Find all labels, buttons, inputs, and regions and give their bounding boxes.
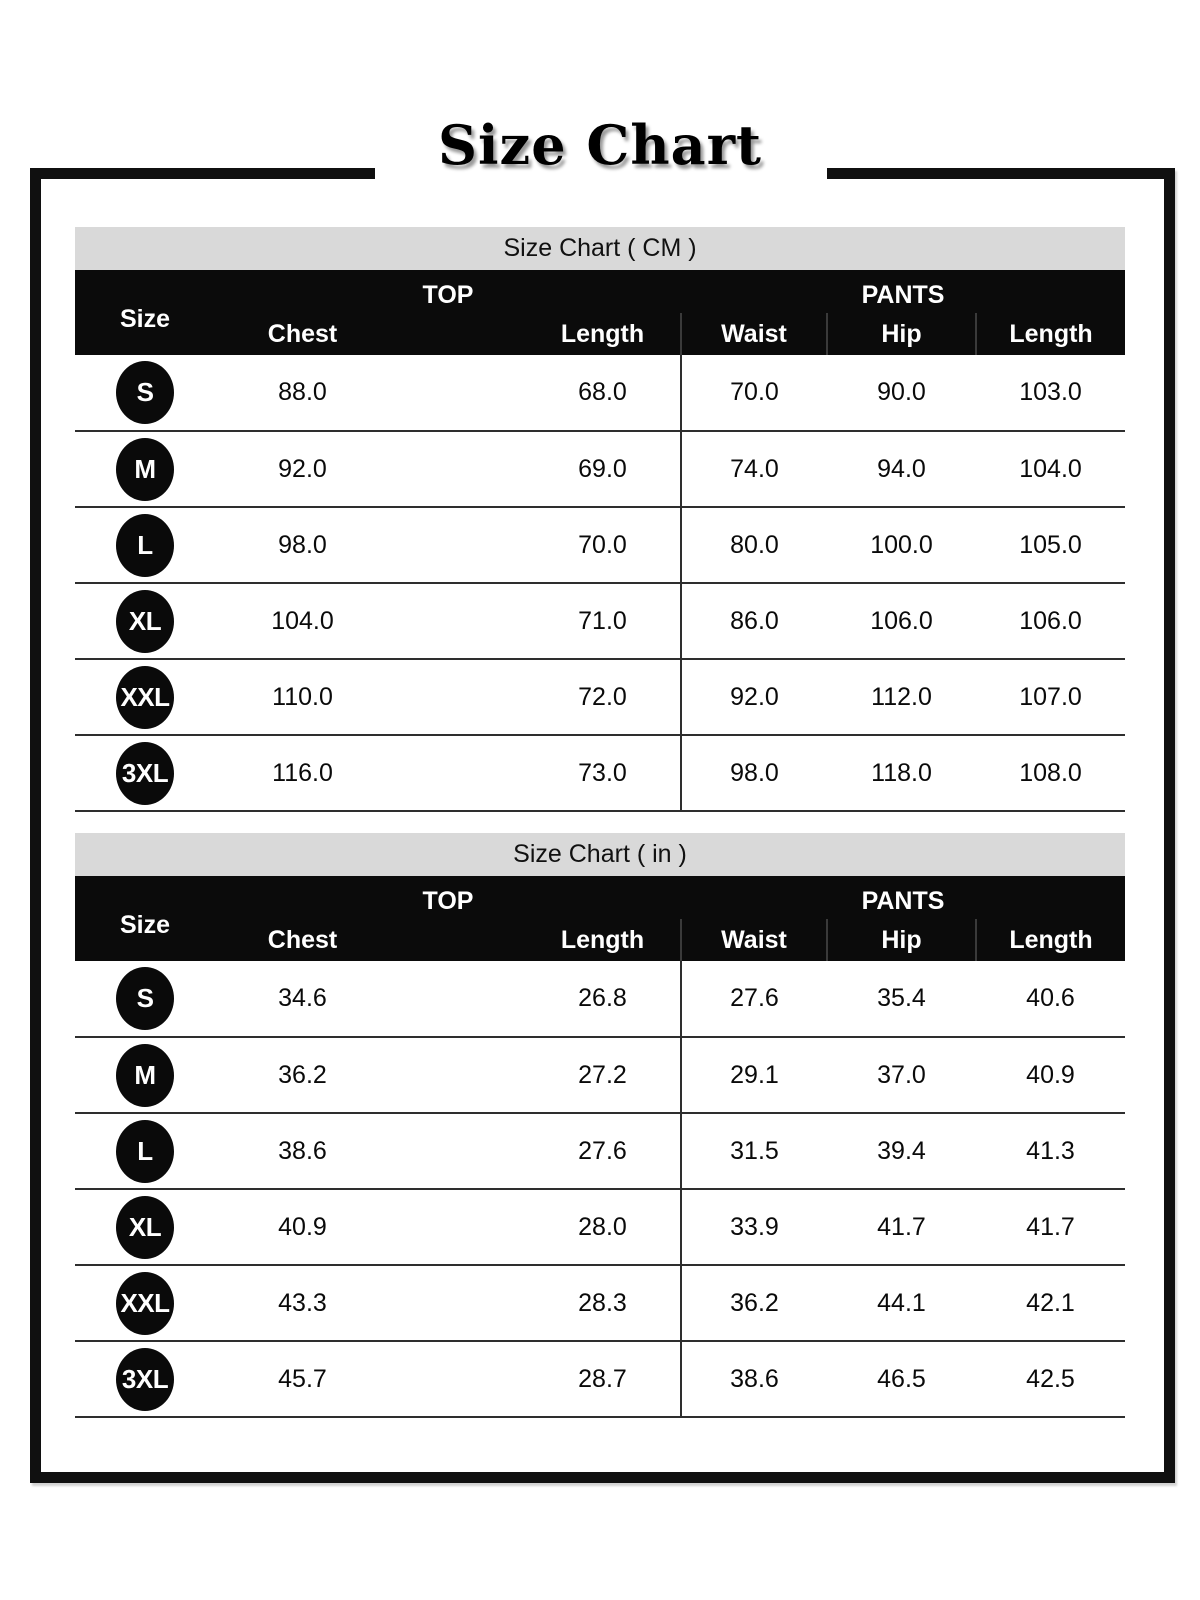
measurement-cell: 31.5	[681, 1113, 827, 1189]
table-row	[75, 961, 1125, 1037]
measurement-cell: 80.0	[681, 507, 827, 583]
measurement-cell: 27.6	[525, 1113, 681, 1189]
measurement-cell: 41.7	[976, 1189, 1125, 1265]
measurement-cell: 116.0	[215, 735, 390, 811]
table-row	[75, 1341, 1125, 1417]
measurement-cell: 41.3	[976, 1113, 1125, 1189]
page-title: Size Chart	[438, 113, 762, 177]
measurement-cell: 36.2	[681, 1265, 827, 1341]
measurement-cell: 107.0	[976, 659, 1125, 735]
measurement-cell: 86.0	[681, 583, 827, 659]
col-header-hip: Hip	[827, 919, 976, 961]
size-badge: 3XL	[116, 1348, 174, 1411]
measurement-cell: 74.0	[681, 431, 827, 507]
size-cell	[75, 355, 215, 431]
measurement-cell: 100.0	[827, 507, 976, 583]
measurement-cell: 106.0	[976, 583, 1125, 659]
size-cell	[75, 1265, 215, 1341]
size-cell	[75, 1189, 215, 1265]
measurement-cell: 40.9	[976, 1037, 1125, 1113]
measurement-cell: 106.0	[827, 583, 976, 659]
measurement-cell: 70.0	[681, 355, 827, 431]
table-row	[75, 1037, 1125, 1113]
measurement-cell: 27.2	[525, 1037, 681, 1113]
size-table-in	[75, 833, 1125, 1418]
measurement-cell: 69.0	[525, 431, 681, 507]
measurement-cell: 108.0	[976, 735, 1125, 811]
table-row	[75, 735, 1125, 811]
col-header-waist: Waist	[681, 313, 827, 355]
measurement-cell: 44.1	[827, 1265, 976, 1341]
measurement-cell: 28.0	[525, 1189, 681, 1265]
measurement-cell: 118.0	[827, 735, 976, 811]
measurement-cell: 73.0	[525, 735, 681, 811]
table-row	[75, 431, 1125, 507]
spacer-cell	[390, 1189, 525, 1265]
measurement-cell: 38.6	[681, 1341, 827, 1417]
size-cell	[75, 961, 215, 1037]
measurement-cell: 98.0	[681, 735, 827, 811]
size-badge: XL	[116, 590, 174, 653]
spacer-cell	[390, 1037, 525, 1113]
size-badge: S	[116, 361, 174, 424]
size-badge: S	[116, 967, 174, 1030]
table-row	[75, 355, 1125, 431]
table-row	[75, 1189, 1125, 1265]
measurement-cell: 36.2	[215, 1037, 390, 1113]
table-caption: Size Chart ( CM )	[75, 227, 1125, 270]
measurement-cell: 71.0	[525, 583, 681, 659]
measurement-cell: 70.0	[525, 507, 681, 583]
measurement-cell: 72.0	[525, 659, 681, 735]
table-header-cm	[75, 227, 1125, 355]
size-cell	[75, 1037, 215, 1113]
col-header-chest: Chest	[215, 919, 390, 961]
spacer-cell	[390, 1113, 525, 1189]
header-group-row	[75, 876, 1125, 919]
header-sub-row	[75, 313, 1125, 355]
col-header-top-length: Length	[525, 313, 681, 355]
spacer-header-cell	[390, 919, 525, 961]
col-header-top-length: Length	[525, 919, 681, 961]
measurement-cell: 105.0	[976, 507, 1125, 583]
size-badge: XXL	[116, 1272, 174, 1335]
measurement-cell: 90.0	[827, 355, 976, 431]
col-header-size: Size	[75, 876, 215, 961]
size-badge: XL	[116, 1196, 174, 1259]
size-badge: M	[116, 438, 174, 501]
measurement-cell: 104.0	[215, 583, 390, 659]
table-header-in	[75, 833, 1125, 961]
size-cell	[75, 735, 215, 811]
spacer-cell	[390, 1341, 525, 1417]
measurement-cell: 29.1	[681, 1037, 827, 1113]
measurement-cell: 39.4	[827, 1113, 976, 1189]
size-cell	[75, 583, 215, 659]
col-header-pants-length: Length	[976, 919, 1125, 961]
measurement-cell: 103.0	[976, 355, 1125, 431]
measurement-cell: 43.3	[215, 1265, 390, 1341]
table-row	[75, 507, 1125, 583]
spacer-cell	[390, 431, 525, 507]
col-header-chest: Chest	[215, 313, 390, 355]
measurement-cell: 104.0	[976, 431, 1125, 507]
measurement-cell: 28.3	[525, 1265, 681, 1341]
size-badge: XXL	[116, 666, 174, 729]
size-cell	[75, 1113, 215, 1189]
group-header-pants: PANTS	[681, 876, 1125, 919]
measurement-cell: 110.0	[215, 659, 390, 735]
size-badge: 3XL	[116, 742, 174, 805]
measurement-cell: 68.0	[525, 355, 681, 431]
table-row	[75, 1265, 1125, 1341]
table-row	[75, 583, 1125, 659]
measurement-cell: 92.0	[681, 659, 827, 735]
measurement-cell: 40.9	[215, 1189, 390, 1265]
spacer-header-cell	[390, 313, 525, 355]
table-body-cm	[75, 355, 1125, 811]
measurement-cell: 88.0	[215, 355, 390, 431]
measurement-cell: 46.5	[827, 1341, 976, 1417]
group-header-top: TOP	[215, 876, 681, 919]
spacer-cell	[390, 583, 525, 659]
spacer-cell	[390, 659, 525, 735]
measurement-cell: 94.0	[827, 431, 976, 507]
size-table-cm	[75, 227, 1125, 812]
table-caption-row	[75, 833, 1125, 876]
size-cell	[75, 1341, 215, 1417]
group-header-pants: PANTS	[681, 270, 1125, 313]
spacer-cell	[390, 1265, 525, 1341]
table-row	[75, 659, 1125, 735]
spacer-cell	[390, 961, 525, 1037]
measurement-cell: 34.6	[215, 961, 390, 1037]
table-caption: Size Chart ( in )	[75, 833, 1125, 876]
table-body-in	[75, 961, 1125, 1417]
measurement-cell: 112.0	[827, 659, 976, 735]
col-header-hip: Hip	[827, 313, 976, 355]
size-badge: M	[116, 1044, 174, 1107]
measurement-cell: 33.9	[681, 1189, 827, 1265]
size-cell	[75, 431, 215, 507]
col-header-size: Size	[75, 270, 215, 355]
table-caption-row	[75, 227, 1125, 270]
measurement-cell: 37.0	[827, 1037, 976, 1113]
measurement-cell: 28.7	[525, 1341, 681, 1417]
group-header-top: TOP	[215, 270, 681, 313]
table-row	[75, 1113, 1125, 1189]
spacer-cell	[390, 735, 525, 811]
measurement-cell: 40.6	[976, 961, 1125, 1037]
header-group-row	[75, 270, 1125, 313]
size-cell	[75, 659, 215, 735]
size-badge: L	[116, 514, 174, 577]
measurement-cell: 92.0	[215, 431, 390, 507]
measurement-cell: 45.7	[215, 1341, 390, 1417]
spacer-cell	[390, 507, 525, 583]
measurement-cell: 27.6	[681, 961, 827, 1037]
measurement-cell: 42.5	[976, 1341, 1125, 1417]
size-cell	[75, 507, 215, 583]
measurement-cell: 26.8	[525, 961, 681, 1037]
size-badge: L	[116, 1120, 174, 1183]
measurement-cell: 35.4	[827, 961, 976, 1037]
measurement-cell: 38.6	[215, 1113, 390, 1189]
measurement-cell: 42.1	[976, 1265, 1125, 1341]
header-sub-row	[75, 919, 1125, 961]
col-header-waist: Waist	[681, 919, 827, 961]
measurement-cell: 98.0	[215, 507, 390, 583]
spacer-cell	[390, 355, 525, 431]
col-header-pants-length: Length	[976, 313, 1125, 355]
measurement-cell: 41.7	[827, 1189, 976, 1265]
